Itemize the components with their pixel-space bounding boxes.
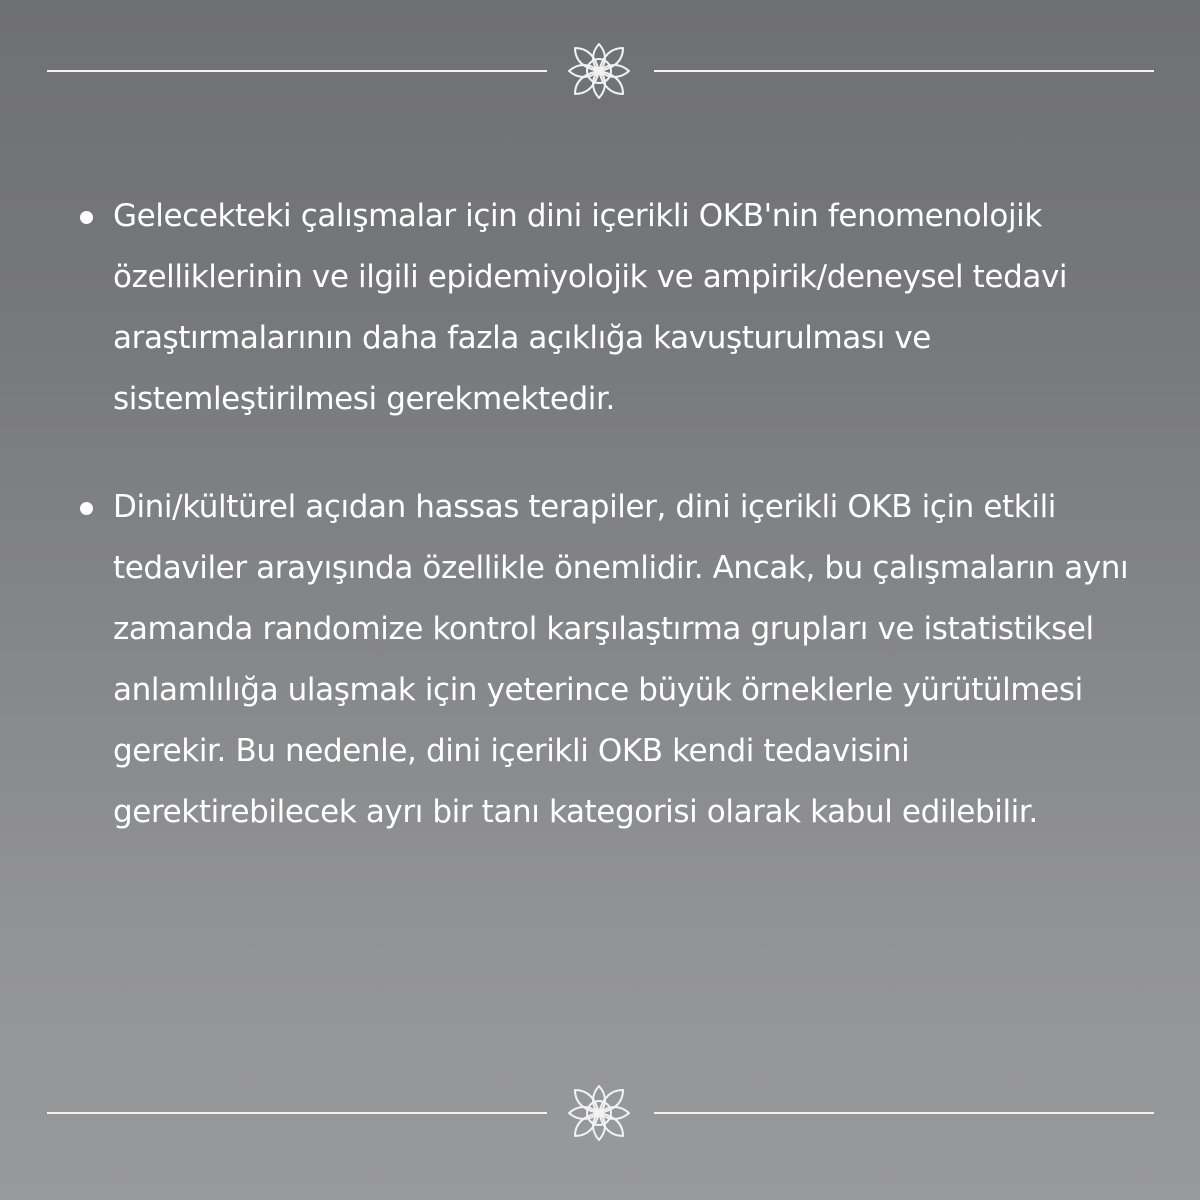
celtic-knot-flower-icon <box>565 40 633 102</box>
celtic-knot-flower-icon <box>565 1082 633 1144</box>
top-divider <box>0 36 1200 106</box>
bullet-text: Gelecekteki çalışmalar için dini içerikli OKB'nin fenomenolojik özelliklerinin ve ilgili epidemiyolojik ve ampirik/deneysel tedavi araştırmalarının daha fazla açıklığa kavuşturulması ve sistemleştirilmesi gerekmektedir. <box>113 198 1068 417</box>
bottom-divider <box>0 1078 1200 1148</box>
bullet-item <box>78 477 1138 843</box>
bullet-list <box>78 186 1138 843</box>
divider-line-right <box>654 70 1154 72</box>
divider-line-right <box>654 1112 1154 1114</box>
bullet-text: Dini/kültürel açıdan hassas terapiler, dini içerikli OKB için etkili tedaviler arayışında özellikle önemlidir. Ancak, bu çalışmaların aynı zamanda randomize kontrol karşılaştırma grupları ve istatistiksel anlamlılığa ulaşmak için yeterince büyük örneklerle yürütülmesi gerekir. Bu nedenle, dini içerikli OKB kendi tedavisini gerektirebilecek ayrı bir tanı kategorisi olarak kabul edilebilir. <box>113 489 1129 830</box>
divider-line-left <box>47 1112 547 1114</box>
bullet-item <box>78 186 1138 430</box>
divider-line-left <box>47 70 547 72</box>
bullet-dot-icon <box>80 211 93 224</box>
content-area <box>78 186 1138 843</box>
bullet-dot-icon <box>80 502 93 515</box>
